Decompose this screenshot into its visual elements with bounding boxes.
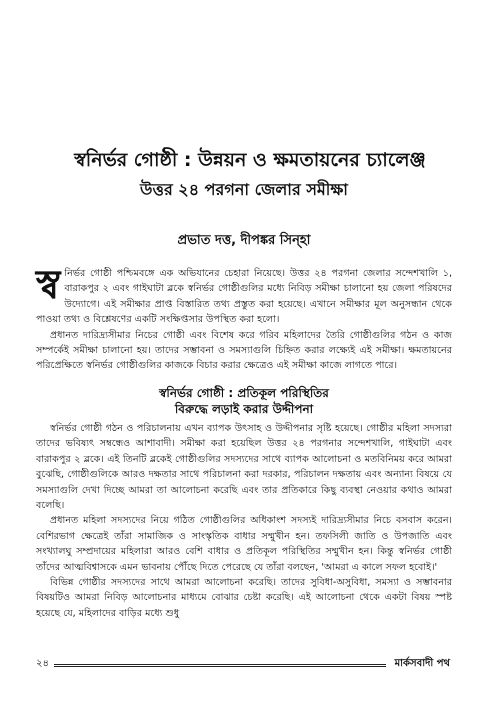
section-body [36, 421, 452, 621]
intro-section [36, 261, 452, 374]
page-number: ২৪ [36, 658, 49, 669]
intro-paragraph-1 [36, 261, 452, 328]
section-paragraph-3: বিভিন্ন গোষ্ঠীর সদস্যদের সাথে আমরা আলোচনা করেছি। তাদের সুবিধা-অসুবিধা, সমস্যা ও সম্ভাবনার বিষয়টিও আমরা নিবিড় আলোচনার মাধ্যমে বোঝার চেষ্টা করেছি। এই আলোচনা থেকে একটা বিষয় স্পষ্ট হয়েছে যে, মহিলাদের বাড়ির মধ্যে শুধু [36, 577, 452, 619]
section-heading [36, 385, 452, 417]
intro-paragraph-2: প্রধানত দারিদ্র্যসীমার নিচের গোষ্ঠী এবং বিশেষ করে গরিব মহিলাদের তৈরি গোষ্ঠীগুলির গঠন ও কাজ সম্পর্কেই সমীক্ষা চালানো হয়। তাদের সম্ভাবনা ও সমস্যাগুলি চিহ্নিত করার লক্ষ্যেই এই সমীক্ষা। ক্ষমতায়নের পরিপ্রেক্ষিতে স্বনির্ভর গোষ্ঠীগুলির কাজকে বিচার করার ক্ষেত্রেও এই সমীক্ষা কাজে লাগতে পারে। [36, 329, 452, 372]
journal-name: মার্কসবাদী পথ [394, 658, 450, 669]
footer-rule [54, 664, 386, 667]
drop-cap: স্ব [36, 261, 61, 308]
intro-paragraph-1-text: নির্ভর গোষ্ঠী পশ্চিমবঙ্গে এক অভিযানের চেহারা নিয়েছে। উত্তর ২৪ পরগনা জেলার সন্দেশখালি ১, বারাকপুর ২ এবং গাইঘাটা ব্লকে স্বনির্ভর গোষ্ঠীগুলির মধ্যে নিবিড় সমীক্ষা চালানো হয় জেলা পরিষদের উদ্যোগে। এই সমীক্ষার প্রাপ্ত বিস্তারিত তথ্য প্রস্তুত করা হয়েছে। এখানে সমীক্ষার মূল অনুসন্ধান থেকে পাওয়া তথ্য ও বিশ্লেষণের একটি সংক্ষিপ্তসার উপস্থিত করা হলো। [36, 268, 452, 326]
article-title: স্বনির্ভর গোষ্ঠী : উন্নয়ন ও ক্ষমতায়নের চ্যালেঞ্জ [74, 149, 426, 171]
article-authors: প্রভাত দত্ত, দীপঙ্কর সিন্হা [177, 233, 311, 248]
section-heading-line-2: বিরুদ্ধে লড়াই করার উদ্দীপনা [174, 402, 314, 416]
section-paragraph-2: প্রধানত মহিলা সদস্যদের নিয়ে গঠিত গোষ্ঠীগুলির অধিকাংশ সদস্যই দারিদ্র্যসীমার নিচে বসবাস করেন। বেশিরভাগ ক্ষেত্রেই তাঁরা সামাজিক ও সাংস্কৃতিক বাধার সম্মুখীন হন। তফসিলী জাতি ও উপজাতি এবং সংখ্যালঘু সম্প্রদায়ের মহিলারা আরও বেশি বাধার ও প্রতিকূল পরিস্থিতির সম্মুখীন হন। কিন্তু স্বনির্ভর গোষ্ঠী তাঁদের আত্মবিশ্বাসকে এমন ভাবনায় পৌঁছে দিতে পেরেছে যে তাঁরা বলছেন, 'আমরা এ কালে সফল হবোই।' [36, 515, 452, 573]
section-paragraph-1: স্বনির্ভর গোষ্ঠী গঠন ও পরিচালনায় এখন ব্যাপক উৎসাহ ও উদ্দীপনার সৃষ্টি হয়েছে। গোষ্ঠীর মহিলা সদস্যরা তাদের ভবিষ্যৎ সম্বন্ধেও আশাবাদী। সমীক্ষা করা হয়েছিল উত্তর ২৪ পরগনার সন্দেশখালি, গাইঘাটা এবং বারাকপুর ২ ব্লকে। এই তিনটি ব্লকেই গোষ্ঠীগুলির সদস্যদের সাথে ব্যাপক আলোচনা ও মতবিনিময় করে আমরা বুঝেছি, গোষ্ঠীগুলিকে আরও দক্ষতার সাথে পরিচালনা করা দরকার, পরিচালন দক্ষতায় এবং অন্যান্য বিষয়ে যে সমস্যাগুলি দেখা দিচ্ছে আমরা তা আলোচনা করেছি এবং তার প্রতিকারে কিছু ব্যবস্থা নেওয়ার কথাও আমরা বলেছি। [36, 423, 452, 512]
article-subtitle: উত্তর ২৪ পরগনা জেলার সমীক্ষা [140, 180, 348, 199]
section-heading-line-1: স্বনির্ভর গোষ্ঠী : প্রতিকূল পরিস্থিতির [159, 386, 329, 400]
